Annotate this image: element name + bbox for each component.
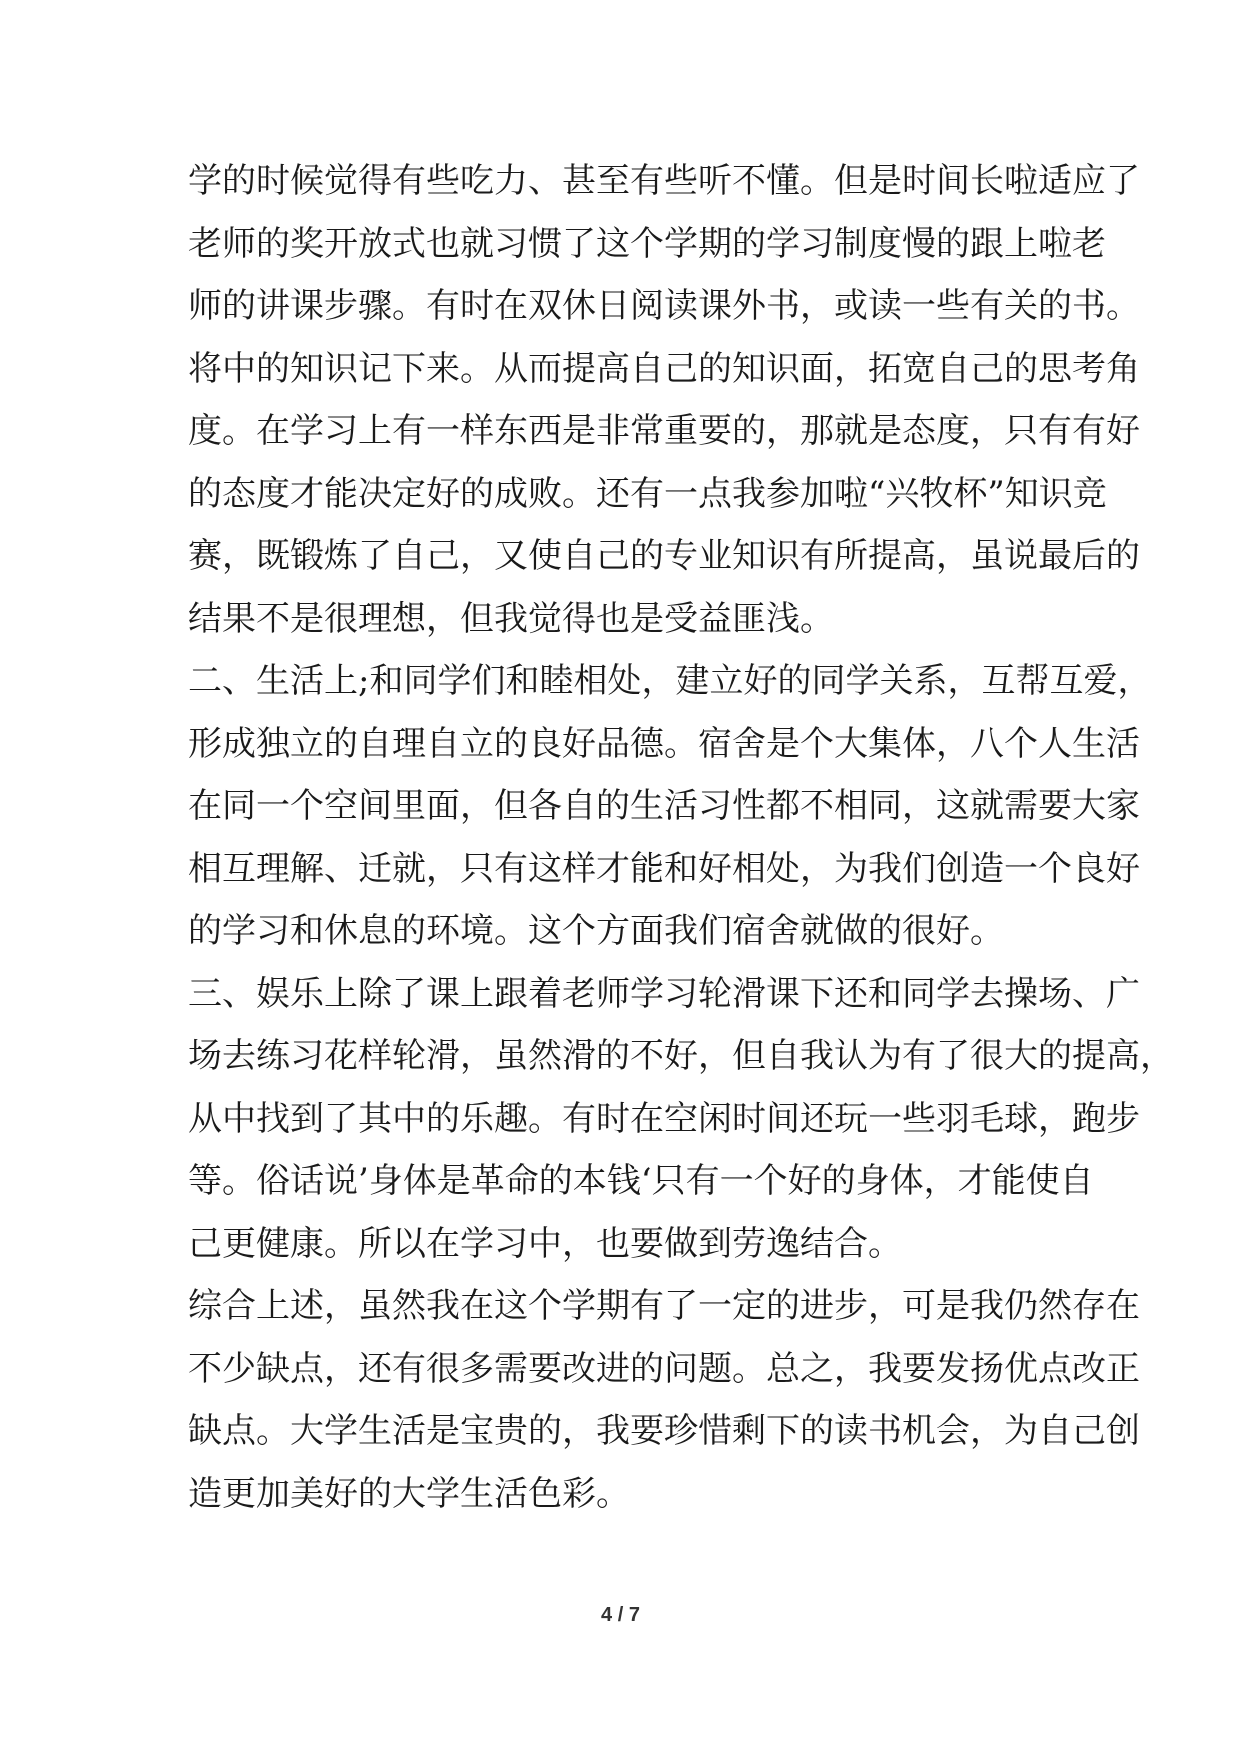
- text-line: 己更健康。所以在学习中，也要做到劳逸结合。: [188, 1223, 902, 1264]
- text-line: 老师的奖开放式也就习惯了这个学期的学习制度慢的跟上啦老: [188, 223, 1106, 264]
- text-line: 造更加美好的大学生活色彩。: [188, 1473, 630, 1514]
- page-number: 4 / 7: [601, 1604, 640, 1626]
- text-line: 的态度才能决定好的成败。还有一点我参加啦“兴牧杯”知识竞: [188, 473, 1107, 514]
- text-line: 师的讲课步骤。有时在双休日阅读课外书，或读一些有关的书。: [188, 286, 1140, 326]
- text-line: 形成独立的自理自立的良好品德。宿舍是个大集体，八个人生活: [188, 723, 1140, 764]
- text-line: 综合上述，虽然我在这个学期有了一定的进步，可是我仍然存在: [188, 1286, 1140, 1326]
- text-line: 缺点。大学生活是宝贵的，我要珍惜剩下的读书机会，为自己创: [188, 1411, 1140, 1451]
- text-line: 场去练习花样轮滑，虽然滑的不好，但自我认为有了很大的提高，: [188, 1036, 1174, 1076]
- text-line: 赛，既锻炼了自己，又使自己的专业知识有所提高，虽说最后的: [188, 536, 1140, 576]
- text-line: 度。在学习上有一样东西是非常重要的，那就是态度，只有有好: [188, 411, 1140, 451]
- text-line: 三、娱乐上除了课上跟着老师学习轮滑课下还和同学去操场、广: [188, 973, 1140, 1014]
- text-line: 等。俗话说’身体是革命的本钱‘只有一个好的身体，才能使自: [188, 1161, 1094, 1201]
- text-line: 二、生活上;和同学们和睦相处，建立好的同学关系，互帮互爱，: [188, 661, 1152, 701]
- text-line: 的学习和休息的环境。这个方面我们宿舍就做的很好。: [188, 911, 1004, 951]
- body-text: [188, 150, 1174, 1525]
- text-line: 将中的知识记下来。从而提高自己的知识面，拓宽自己的思考角: [188, 348, 1140, 389]
- text-line: 学的时候觉得有些吃力、甚至有些听不懂。但是时间长啦适应了: [188, 161, 1140, 201]
- text-line: 不少缺点，还有很多需要改进的问题。总之，我要发扬优点改正: [188, 1348, 1140, 1389]
- text-line: 相互理解、迁就，只有这样才能和好相处，为我们创造一个良好: [188, 848, 1140, 889]
- text-line: 在同一个空间里面，但各自的生活习性都不相同，这就需要大家: [188, 786, 1140, 826]
- text-line: 结果不是很理想，但我觉得也是受益匪浅。: [188, 598, 834, 639]
- text-line: 从中找到了其中的乐趣。有时在空闲时间还玩一些羽毛球，跑步: [188, 1098, 1140, 1139]
